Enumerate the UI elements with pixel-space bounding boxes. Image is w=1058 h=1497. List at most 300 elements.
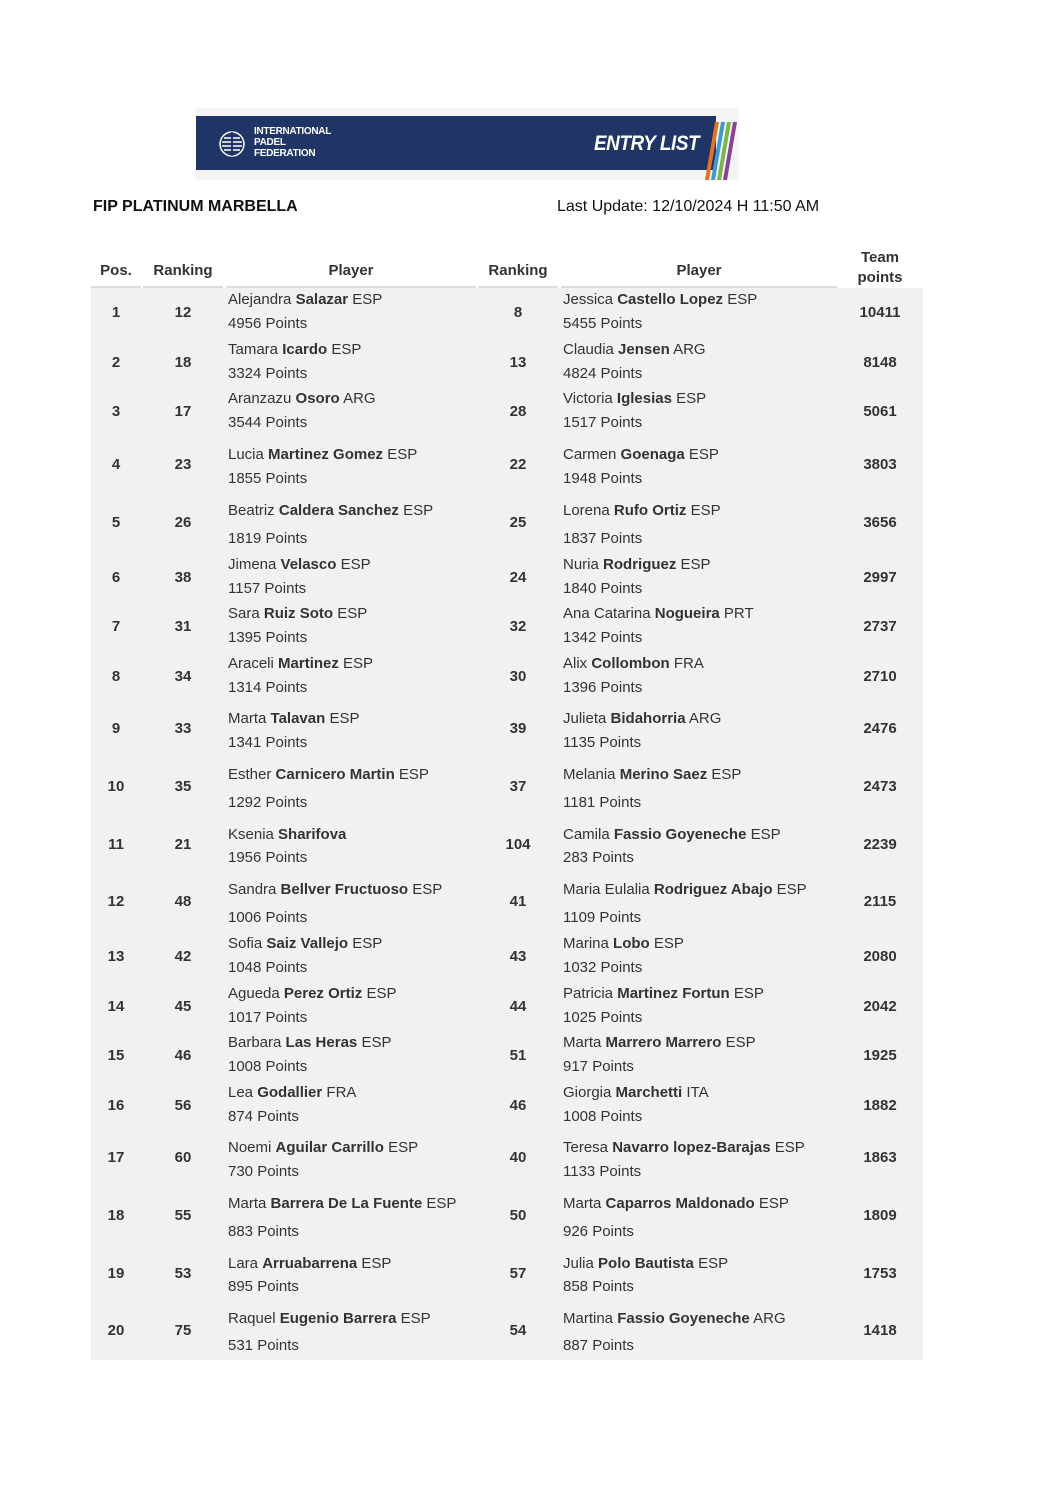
player-last-name: Martinez Gomez: [268, 446, 384, 463]
player-points: 1135 Points: [563, 734, 642, 751]
player-name: [563, 985, 764, 1002]
player-first-name: Marina: [563, 935, 609, 952]
team-points-cell: 3803: [863, 456, 897, 473]
player-nationality: ESP: [690, 502, 721, 519]
team-points-cell: 2042: [863, 998, 897, 1015]
table-row: [91, 602, 923, 652]
position-cell: 19: [107, 1265, 125, 1282]
player-nationality: ARG: [753, 1310, 786, 1327]
player-nationality: ESP: [343, 655, 374, 672]
player-first-name: Julieta: [563, 710, 607, 727]
player-nationality: ESP: [388, 1139, 419, 1156]
player-last-name: Rufo Ortiz: [613, 502, 687, 519]
player-nationality: ITA: [686, 1084, 709, 1101]
ranking-cell: 55: [174, 1207, 192, 1224]
player-first-name: Beatriz: [228, 502, 275, 519]
player-points: 1819 Points: [228, 530, 308, 547]
ranking-cell: 53: [174, 1265, 192, 1282]
ranking-cell: 13: [509, 354, 527, 371]
table-row: [91, 1031, 923, 1081]
player-first-name: Alejandra: [228, 291, 292, 308]
player-name: [228, 502, 433, 519]
ranking-cell: 30: [509, 668, 527, 685]
table-row: [91, 652, 923, 701]
player-points: 1017 Points: [228, 1009, 308, 1026]
player-last-name: Carnicero Martin: [275, 766, 395, 783]
player-first-name: Alix: [563, 655, 588, 672]
team-points-cell: 1863: [863, 1149, 897, 1166]
player-first-name: Raquel: [228, 1310, 276, 1327]
player-nationality: ESP: [361, 1034, 392, 1051]
player-last-name: Navarro lopez-Barajas: [612, 1139, 771, 1156]
player-nationality: ESP: [733, 985, 764, 1002]
player-nationality: ESP: [387, 446, 418, 463]
team-points-cell: 2080: [863, 948, 897, 965]
player-points: 3324 Points: [228, 365, 308, 382]
ranking-cell: 41: [509, 893, 527, 910]
player-name: [563, 341, 706, 358]
player-last-name: Perez Ortiz: [283, 985, 363, 1002]
team-points-cell: 2710: [863, 668, 897, 685]
player-points: 531 Points: [228, 1337, 299, 1354]
player-points: 1048 Points: [228, 959, 308, 976]
player-name: [228, 556, 371, 573]
player-points: 1837 Points: [563, 530, 643, 547]
player-first-name: Victoria: [563, 390, 613, 407]
table-row: [91, 757, 923, 817]
player-last-name: Merino Saez: [619, 766, 708, 783]
table-row: [91, 553, 923, 602]
player-nationality: ESP: [398, 766, 429, 783]
player-name: [228, 1195, 456, 1212]
ranking-cell: 48: [174, 893, 192, 910]
player-points: 883 Points: [228, 1223, 299, 1240]
player-name: [563, 710, 721, 727]
team-points-cell: 3656: [863, 514, 897, 531]
header-ranking-1: Ranking: [153, 262, 213, 279]
ranking-cell: 40: [509, 1149, 527, 1166]
player-last-name: Caldera Sanchez: [278, 502, 399, 519]
player-first-name: Lorena: [563, 502, 610, 519]
player-nationality: ESP: [361, 1255, 392, 1272]
player-last-name: Bidahorria: [610, 710, 686, 727]
position-cell: 8: [111, 668, 121, 685]
position-cell: 15: [107, 1047, 125, 1064]
player-name: [228, 341, 361, 358]
player-points: 1948 Points: [563, 470, 643, 487]
ranking-cell: 32: [509, 618, 527, 635]
position-cell: 17: [107, 1149, 125, 1166]
player-first-name: Aranzazu: [228, 390, 292, 407]
player-last-name: Caparros Maldonado: [605, 1195, 755, 1212]
banner-bar: [196, 116, 716, 170]
ranking-cell: 25: [509, 514, 527, 531]
player-first-name: Agueda: [228, 985, 280, 1002]
table-row: [91, 437, 923, 493]
player-last-name: Bellver Fructuoso: [280, 881, 409, 898]
player-last-name: Eugenio Barrera: [279, 1310, 397, 1327]
player-nationality: ESP: [337, 605, 368, 622]
player-nationality: ESP: [352, 291, 383, 308]
ranking-cell: 39: [509, 720, 527, 737]
table-row: [91, 387, 923, 437]
player-name: [228, 1139, 418, 1156]
player-name: [563, 446, 719, 463]
player-name: [563, 766, 741, 783]
ranking-cell: 46: [174, 1047, 192, 1064]
player-points: 1840 Points: [563, 580, 643, 597]
ranking-cell: 37: [509, 778, 527, 795]
player-name: [228, 390, 376, 407]
player-last-name: Aguilar Carrillo: [275, 1139, 384, 1156]
player-name: [228, 881, 442, 898]
player-name: [563, 655, 704, 672]
player-last-name: Barrera De La Fuente: [270, 1195, 423, 1212]
table-row: [91, 1301, 923, 1360]
player-last-name: Marrero Marrero: [605, 1034, 722, 1051]
player-points: 1025 Points: [563, 1009, 643, 1026]
player-nationality: ESP: [653, 935, 684, 952]
player-name: [563, 502, 721, 519]
player-first-name: Sandra: [228, 881, 277, 898]
player-last-name: Sharifova: [278, 826, 347, 843]
ranking-cell: 23: [174, 456, 192, 473]
table-row: [91, 701, 923, 757]
player-first-name: Jessica: [563, 291, 614, 308]
player-name: [563, 1255, 728, 1272]
federation-logo-text: INTERNATIONAL PADEL FEDERATION: [254, 126, 332, 159]
position-cell: 3: [111, 403, 121, 420]
table-row: [91, 1246, 923, 1301]
player-first-name: Maria Eulalia: [563, 881, 650, 898]
player-points: 887 Points: [563, 1337, 634, 1354]
player-points: 1181 Points: [563, 794, 642, 811]
player-name: [563, 881, 807, 898]
player-first-name: Teresa: [563, 1139, 609, 1156]
table-row: [91, 1130, 923, 1186]
player-nationality: ESP: [426, 1195, 457, 1212]
player-nationality: ESP: [698, 1255, 729, 1272]
ranking-cell: 56: [174, 1097, 192, 1114]
table-row: [91, 493, 923, 553]
player-points: 283 Points: [563, 849, 634, 866]
player-name: [563, 291, 757, 308]
player-name: [228, 605, 367, 622]
player-points: 4956 Points: [228, 315, 308, 332]
player-points: 1008 Points: [228, 1058, 308, 1075]
position-cell: 1: [111, 304, 121, 321]
table-row: [91, 288, 923, 338]
player-first-name: Noemi: [228, 1139, 272, 1156]
player-points: 1395 Points: [228, 629, 308, 646]
player-first-name: Araceli: [228, 655, 274, 672]
player-first-name: Carmen: [563, 446, 617, 463]
player-first-name: Sofia: [228, 935, 263, 952]
team-points-cell: 1418: [863, 1322, 897, 1339]
entry-list-title: ENTRY LIST: [594, 132, 700, 155]
player-first-name: Lara: [228, 1255, 259, 1272]
player-points: 1342 Points: [563, 629, 643, 646]
player-last-name: Arruabarrena: [262, 1255, 358, 1272]
player-last-name: Fassio Goyeneche: [617, 1310, 750, 1327]
table-row: [91, 817, 923, 872]
player-name: [228, 1034, 391, 1051]
table-row: [91, 1081, 923, 1130]
player-nationality: ARG: [688, 710, 722, 727]
player-last-name: Polo Bautista: [598, 1255, 694, 1272]
player-points: 1292 Points: [228, 794, 308, 811]
player-first-name: Marta: [563, 1034, 602, 1051]
position-cell: 13: [107, 948, 125, 965]
player-name: [563, 1084, 709, 1101]
player-name: [228, 291, 382, 308]
player-points: 917 Points: [563, 1058, 634, 1075]
team-points-cell: 1925: [863, 1047, 897, 1064]
player-last-name: Osoro: [295, 390, 340, 407]
tournament-name: FIP PLATINUM MARBELLA: [93, 198, 298, 215]
player-points: 895 Points: [228, 1278, 299, 1295]
player-name: [228, 1084, 356, 1101]
position-cell: 10: [107, 778, 125, 795]
player-name: [228, 710, 359, 727]
ranking-cell: 43: [509, 948, 527, 965]
ranking-cell: 26: [174, 514, 192, 531]
player-points: 730 Points: [228, 1163, 299, 1180]
player-first-name: Ksenia: [228, 826, 274, 843]
team-points-cell: 2476: [863, 720, 897, 737]
player-first-name: Sara: [228, 605, 260, 622]
table-row: [91, 872, 923, 932]
player-points: 1032 Points: [563, 959, 643, 976]
player-name: [563, 390, 706, 407]
player-name: [228, 446, 417, 463]
player-first-name: Camila: [563, 826, 610, 843]
player-last-name: Fassio Goyeneche: [613, 826, 747, 843]
player-nationality: ESP: [711, 766, 742, 783]
ranking-cell: 54: [509, 1322, 527, 1339]
player-nationality: ESP: [340, 556, 371, 573]
header-pos: Pos.: [100, 262, 132, 279]
player-nationality: FRA: [326, 1084, 357, 1101]
player-points: 1517 Points: [563, 414, 643, 431]
player-last-name: Salazar: [295, 291, 349, 308]
ranking-cell: 46: [509, 1097, 527, 1114]
team-points-cell: 8148: [863, 354, 897, 371]
ranking-cell: 21: [174, 836, 192, 853]
player-last-name: Marchetti: [615, 1084, 683, 1101]
header-player-2: Player: [676, 262, 722, 279]
player-last-name: Martinez: [278, 655, 339, 672]
team-points-cell: 2239: [863, 836, 897, 853]
player-nationality: ESP: [680, 556, 711, 573]
player-last-name: Castello Lopez: [617, 291, 724, 308]
player-nationality: FRA: [673, 655, 704, 672]
ranking-cell: 60: [174, 1149, 192, 1166]
player-last-name: Las Heras: [285, 1034, 358, 1051]
header-ranking-2: Ranking: [488, 262, 548, 279]
player-first-name: Marta: [228, 710, 267, 727]
player-points: 1956 Points: [228, 849, 308, 866]
player-name: [563, 826, 781, 843]
player-last-name: Jensen: [618, 341, 670, 358]
ranking-cell: 44: [509, 998, 527, 1015]
player-first-name: Tamara: [228, 341, 279, 358]
player-last-name: Talavan: [270, 710, 326, 727]
player-first-name: Lea: [228, 1084, 254, 1101]
ranking-cell: 18: [174, 354, 192, 371]
player-last-name: Ruiz Soto: [263, 605, 334, 622]
player-last-name: Iglesias: [616, 390, 672, 407]
player-first-name: Nuria: [563, 556, 599, 573]
last-update: Last Update: 12/10/2024 H 11:50 AM: [557, 198, 820, 215]
table-row: [91, 932, 923, 982]
ranking-cell: 33: [174, 720, 192, 737]
player-name: [228, 655, 373, 672]
player-first-name: Claudia: [563, 341, 614, 358]
team-points-cell: 5061: [863, 403, 897, 420]
table-row: [91, 982, 923, 1031]
player-points: 1396 Points: [563, 679, 643, 696]
ranking-cell: 104: [505, 836, 531, 853]
ranking-cell: 31: [174, 618, 192, 635]
player-points: 1341 Points: [228, 734, 308, 751]
table-row: [91, 1186, 923, 1246]
player-last-name: Nogueira: [654, 605, 720, 622]
ranking-cell: 22: [509, 456, 527, 473]
team-points-cell: 1753: [863, 1265, 897, 1282]
position-cell: 2: [111, 354, 121, 371]
ranking-cell: 24: [509, 569, 527, 586]
player-last-name: Saiz Vallejo: [266, 935, 349, 952]
player-points: 5455 Points: [563, 315, 643, 332]
player-name: [563, 1195, 789, 1212]
banner-color-stripes: [701, 116, 739, 180]
player-name: [563, 1139, 805, 1156]
ranking-cell: 34: [174, 668, 192, 685]
header-player-1: Player: [328, 262, 374, 279]
player-points: 4824 Points: [563, 365, 643, 382]
player-name: [228, 1255, 391, 1272]
player-first-name: Lucia: [228, 446, 264, 463]
header-team-points: Team points: [857, 249, 903, 286]
ranking-cell: 42: [174, 948, 192, 965]
position-cell: 7: [111, 618, 121, 635]
player-nationality: ESP: [352, 935, 383, 952]
player-name: [228, 985, 396, 1002]
player-points: 1314 Points: [228, 679, 308, 696]
position-cell: 12: [107, 893, 125, 910]
ranking-cell: 57: [509, 1265, 527, 1282]
position-cell: 9: [111, 720, 121, 737]
player-points: 3544 Points: [228, 414, 308, 431]
player-first-name: Martina: [563, 1310, 614, 1327]
player-name: [228, 1310, 431, 1327]
player-name: [563, 605, 754, 622]
position-cell: 20: [107, 1322, 125, 1339]
player-first-name: Marta: [228, 1195, 267, 1212]
player-last-name: Rodriguez Abajo: [653, 881, 773, 898]
player-nationality: ESP: [366, 985, 397, 1002]
padel-federation-logo-icon: [218, 130, 246, 158]
position-cell: 14: [107, 998, 125, 1015]
player-nationality: ESP: [688, 446, 719, 463]
player-first-name: Barbara: [228, 1034, 282, 1051]
player-points: 874 Points: [228, 1108, 299, 1125]
player-last-name: Godallier: [257, 1084, 323, 1101]
position-cell: 11: [108, 836, 124, 853]
player-nationality: ESP: [676, 390, 707, 407]
player-points: 1133 Points: [563, 1163, 642, 1180]
ranking-cell: 50: [509, 1207, 527, 1224]
player-last-name: Martinez Fortun: [617, 985, 730, 1002]
player-points: 926 Points: [563, 1223, 634, 1240]
player-points: 858 Points: [563, 1278, 634, 1295]
ranking-cell: 45: [174, 998, 192, 1015]
player-first-name: Marta: [563, 1195, 602, 1212]
ranking-cell: 38: [174, 569, 192, 586]
player-name: [228, 935, 382, 952]
ranking-cell: 51: [509, 1047, 527, 1064]
player-last-name: Icardo: [282, 341, 328, 358]
player-points: 1006 Points: [228, 909, 308, 926]
player-name: [563, 935, 684, 952]
position-cell: 18: [107, 1207, 125, 1224]
player-nationality: ESP: [727, 291, 758, 308]
team-points-cell: 2473: [863, 778, 897, 795]
team-points-cell: 2997: [863, 569, 897, 586]
player-last-name: Velasco: [280, 556, 337, 573]
table-row: [91, 338, 923, 387]
player-nationality: ESP: [774, 1139, 805, 1156]
team-points-cell: 1882: [863, 1097, 897, 1114]
player-nationality: ESP: [412, 881, 443, 898]
player-first-name: Jimena: [228, 556, 277, 573]
player-first-name: Giorgia: [563, 1084, 612, 1101]
player-points: 1008 Points: [563, 1108, 643, 1125]
ranking-cell: 28: [509, 403, 527, 420]
player-name: [228, 766, 429, 783]
player-nationality: ESP: [403, 502, 434, 519]
player-name: [563, 556, 711, 573]
entry-list-banner: [196, 108, 739, 180]
player-first-name: Melania: [563, 766, 616, 783]
ranking-cell: 17: [174, 403, 192, 420]
player-nationality: ESP: [400, 1310, 431, 1327]
position-cell: 16: [107, 1097, 125, 1114]
player-nationality: ARG: [673, 341, 706, 358]
ranking-cell: 75: [174, 1322, 192, 1339]
position-cell: 5: [111, 514, 121, 531]
team-points-cell: 1809: [863, 1207, 897, 1224]
player-last-name: Lobo: [613, 935, 650, 952]
position-cell: 4: [111, 456, 121, 473]
player-nationality: ESP: [776, 881, 807, 898]
team-points-cell: 2115: [863, 893, 897, 910]
team-points-cell: 2737: [863, 618, 897, 635]
player-first-name: Ana Catarina: [563, 605, 651, 622]
player-name: [563, 1310, 786, 1327]
player-last-name: Goenaga: [620, 446, 685, 463]
player-first-name: Esther: [228, 766, 272, 783]
player-first-name: Patricia: [563, 985, 614, 1002]
player-nationality: PRT: [723, 605, 754, 622]
player-points: 1855 Points: [228, 470, 308, 487]
player-first-name: Julia: [563, 1255, 594, 1272]
player-name: [228, 826, 346, 843]
player-nationality: ESP: [758, 1195, 789, 1212]
player-last-name: Rodriguez: [603, 556, 677, 573]
player-name: [563, 1034, 756, 1051]
